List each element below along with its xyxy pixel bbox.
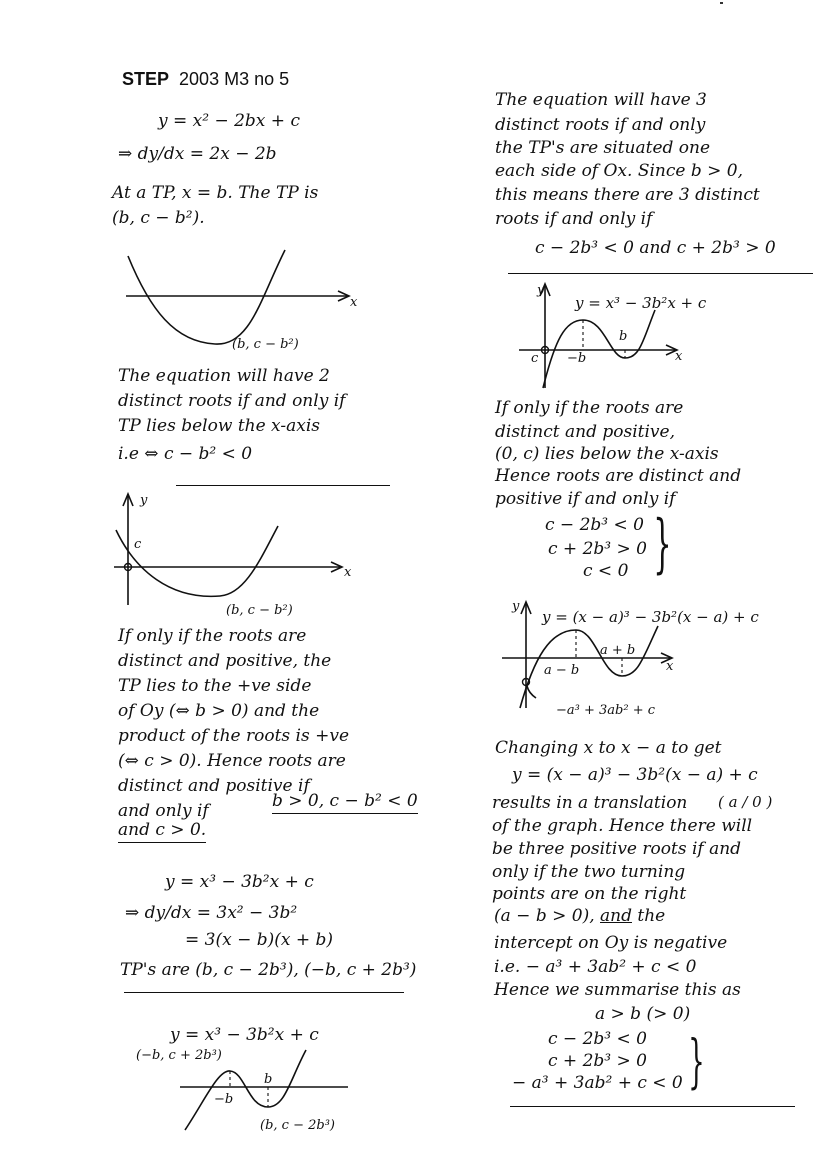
text-line: be three positive roots if and [492, 839, 742, 859]
intercept-label: −a³ + 3ab² + c [556, 703, 656, 718]
x-axis-label: x [350, 295, 358, 310]
text-line: distinct roots if and only if [118, 391, 346, 411]
turning-point-label: (b, c − b²) [226, 603, 293, 618]
condition-line: c + 2b³ > 0 [548, 539, 647, 559]
text-line: TP lies below the x-axis [118, 416, 320, 436]
divider [176, 485, 390, 486]
translated-cubic-graph [498, 598, 798, 718]
text-line: TP lies to the +ve side [118, 676, 312, 696]
text-line: (a − b > 0), and the [494, 906, 666, 926]
text-line: i.e. − a³ + 3ab² + c < 0 [494, 957, 697, 977]
brace: } [688, 1027, 705, 1095]
x-axis-label: x [344, 565, 352, 580]
condition-line: c − 2b³ < 0 [545, 515, 644, 535]
text-line: Hence roots are distinct and [495, 466, 742, 486]
text-line: of Oy (⇔ b > 0) and the [118, 701, 320, 721]
x-axis-label: x [666, 659, 674, 674]
graph-equation: y = (x − a)³ − 3b²(x − a) + c [542, 608, 759, 626]
tick-label: a − b [544, 663, 580, 678]
text-line: (⇔ c > 0). Hence roots are [118, 751, 346, 771]
tick-label: b [619, 329, 628, 344]
text-line: of the graph. Hence there will [492, 816, 753, 836]
cubic-graph-negative-intercept [515, 280, 795, 395]
graph-equation: y = x³ − 3b²x + c [575, 294, 707, 312]
condition-underlined: and c > 0. [118, 822, 206, 843]
condition-line: c < 0 [583, 561, 629, 581]
cubic-graph [130, 1045, 370, 1140]
y-axis-label: y [512, 599, 520, 614]
text-line: points are on the right [492, 884, 687, 904]
text-line: results in a translation [492, 793, 688, 813]
y-axis-label: y [537, 283, 545, 298]
condition-underlined: b > 0, c − b² < 0 [272, 793, 418, 814]
equation-derivative: ⇒ dy/dx = 2x − 2b [118, 144, 277, 164]
tick-label: a + b [600, 643, 636, 658]
parabola-graph-axes [110, 490, 360, 620]
text-line: (b, c − b²). [112, 208, 205, 228]
condition-line: c − 2b³ < 0 [548, 1029, 647, 1049]
turning-point-label: (b, c − b²) [232, 337, 299, 352]
text-line: and only if [118, 801, 209, 821]
divider [508, 273, 813, 274]
condition-line: − a³ + 3ab² + c < 0 [512, 1073, 683, 1093]
brace: } [653, 507, 672, 581]
translation-vector: ( a / 0 ) [718, 793, 773, 811]
text-line: distinct and positive if [118, 776, 310, 796]
condition-line: c + 2b³ > 0 [548, 1051, 647, 1071]
text-line: distinct and positive, the [118, 651, 332, 671]
text-line: i.e ⇔ c − b² < 0 [118, 444, 253, 464]
text-line: Hence we summarise this as [494, 980, 741, 1000]
text-line: (0, c) lies below the x-axis [495, 444, 719, 464]
text-line: intercept on Oy is negative [494, 933, 728, 953]
text-line: roots if and only if [495, 209, 653, 229]
text-line: each side of Ox. Since b > 0, [495, 161, 744, 181]
page-title: STEP 2003 M3 no 5 [122, 69, 290, 89]
text-line: The equation will have 2 [118, 366, 330, 386]
tick-label: −b [567, 351, 587, 366]
divider [510, 1106, 795, 1107]
text-line: positive if and only if [495, 489, 676, 509]
graph-equation: y = x³ − 3b²x + c [170, 1025, 319, 1045]
equation-cubic: y = x³ − 3b²x + c [165, 872, 314, 892]
condition-line: c − 2b³ < 0 and c + 2b³ > 0 [535, 238, 776, 258]
equation-factored: = 3(x − b)(x + b) [185, 930, 334, 950]
intercept-label: c [134, 537, 142, 552]
condition-line: a > b (> 0) [595, 1004, 691, 1024]
tick-label: −b [214, 1092, 234, 1107]
text-line: Changing x to x − a to get [495, 738, 722, 758]
text-line: At a TP, x = b. The TP is [112, 183, 319, 203]
equation-derivative: ⇒ dy/dx = 3x² − 3b² [125, 903, 298, 923]
scan-mark [720, 2, 723, 4]
y-axis-label: y [140, 493, 148, 508]
text-line: distinct and positive, [495, 422, 676, 442]
tick-label: b [264, 1072, 273, 1087]
intercept-label: c [531, 351, 539, 366]
turning-point-label: (−b, c + 2b³) [136, 1048, 222, 1063]
text-line: the TP's are situated one [495, 138, 711, 158]
turning-points-line: TP's are (b, c − 2b³), (−b, c + 2b³) [120, 960, 417, 980]
text-line: product of the roots is +ve [118, 726, 350, 746]
text-line: The equation will have 3 [495, 90, 707, 110]
text-line: this means there are 3 distinct [495, 185, 760, 205]
equation-quadratic: y = x² − 2bx + c [158, 111, 300, 131]
divider [124, 992, 404, 993]
text-line: If only if the roots are [495, 398, 684, 418]
text-line: distinct roots if and only [495, 115, 706, 135]
x-axis-label: x [675, 349, 683, 364]
text-line: If only if the roots are [118, 626, 307, 646]
turning-point-label: (b, c − 2b³) [260, 1118, 335, 1133]
parabola-graph [120, 250, 370, 360]
text-line: only if the two turning [492, 862, 686, 882]
equation-translated: y = (x − a)³ − 3b²(x − a) + c [512, 765, 758, 785]
